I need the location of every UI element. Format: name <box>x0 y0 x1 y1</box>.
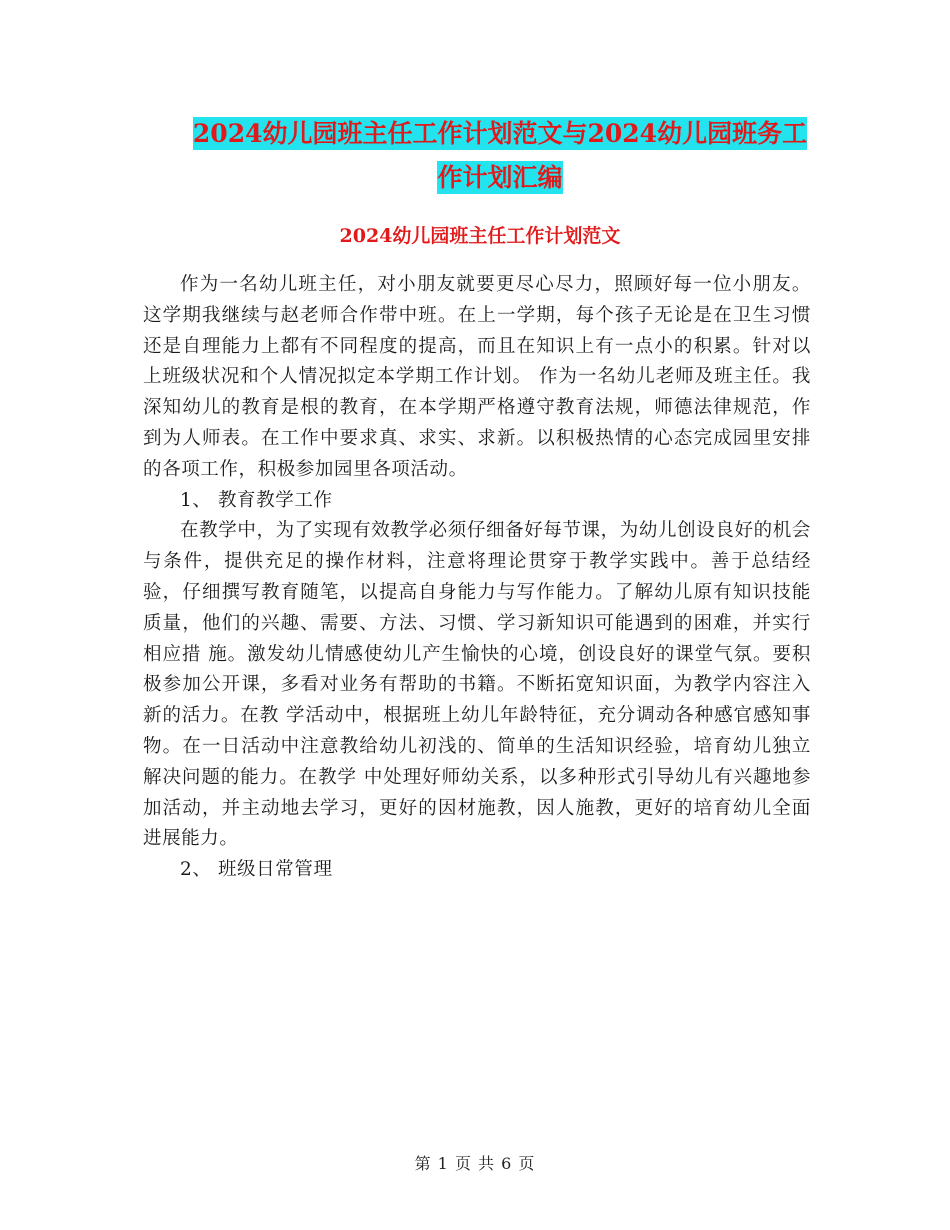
section-heading-2: 2、 班级日常管理 <box>180 859 333 881</box>
intro-paragraph: 作为一名幼儿班主任，对小朋友就要更尽心尽力，照顾好每一位小朋友。 这学期我继续与赵老师合作带中班。在上一学期，每个孩子无论是在卫生习惯还是自理能力上都有不同程度的提高，而且在知识上有一点小的积累。针对以上班级状况和个人情况拟定本学期工作计划。 作为一名幼儿老师及班主任。我深知幼儿的教育是根的教育，在本学期严格遵守教育法规，师德法律规范，作到为人师表。在工作中要求真、求实、求新。以积极热情的心态完成园里安排的各项工作，积极参加园里各项活动。 <box>143 274 811 480</box>
section-heading-1: 1、 教育教学工作 <box>180 489 333 511</box>
title-line-1: 2024幼儿园班主任工作计划范文与2024幼儿园班务工 <box>192 119 808 148</box>
document-body <box>143 270 811 886</box>
document-title <box>140 112 860 200</box>
title-line-2: 作计划汇编 <box>437 163 563 192</box>
page-footer: 第 1 页 共 6 页 <box>414 1154 536 1173</box>
section-title: 2024幼儿园班主任工作计划范文 <box>339 225 621 247</box>
teaching-paragraph: 在教学中，为了实现有效教学必须仔细备好每节课，为幼儿创设良好的机会与条件，提供充足的操作材料，注意将理论贯穿于教学实践中。善于总结经 验，仔细撰写教育随笔，以提高自身能力与写作能力。了解幼儿原有知识技能质量，他们的兴趣、需要、方法、习惯、学习新知识可能遇到的困难，并实行相应措 施。激发幼儿情感使幼儿产生愉快的心境，创设良好的课堂气氛。要积极参加公开课，多看对业务有帮助的书籍。不断拓宽知识面，为教学内容注入新的活力。在教 学活动中，根据班上幼儿年龄特征，充分调动各种感官感知事物。在一日活动中注意教给幼儿初浅的、简单的生活知识经验，培育幼儿独立解决问题的能力。在教学 中处理好师幼关系，以多种形式引导幼儿有兴趣地参加活动，并主动地去学习，更好的因材施教，因人施教，更好的培育幼儿全面进展能力。 <box>143 520 811 850</box>
